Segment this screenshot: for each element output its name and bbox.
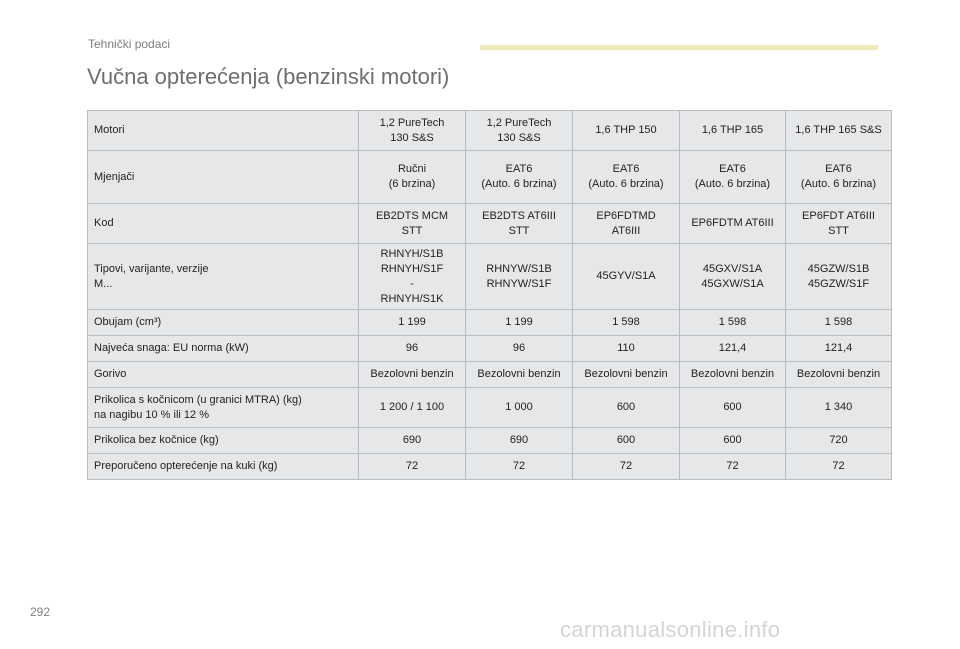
table-row	[88, 336, 892, 362]
table-cell: EP6FDTM AT6III	[680, 204, 786, 244]
table-cell: 1 598	[573, 310, 680, 336]
row-label: Prikolica bez kočnice (kg)	[88, 428, 359, 454]
table-cell: 1 598	[786, 310, 892, 336]
table-cell: 690	[359, 428, 466, 454]
page-title: Vučna opterećenja (benzinski motori)	[87, 64, 450, 89]
table-row	[88, 428, 892, 454]
table-cell: 690	[466, 428, 573, 454]
table-row	[88, 454, 892, 480]
table-cell: 45GZW/S1B 45GZW/S1F	[786, 244, 892, 310]
table-cell: 1 598	[680, 310, 786, 336]
table-cell: 45GYV/S1A	[573, 244, 680, 310]
table-cell: EAT6 (Auto. 6 brzina)	[573, 151, 680, 204]
row-label: Motori	[88, 111, 359, 151]
table-cell: 72	[466, 454, 573, 480]
table-cell: Bezolovni benzin	[680, 362, 786, 388]
table-cell: 1,2 PureTech 130 S&S	[359, 111, 466, 151]
table-cell: EAT6 (Auto. 6 brzina)	[680, 151, 786, 204]
table-cell: 72	[680, 454, 786, 480]
table-cell: EP6FDT AT6III STT	[786, 204, 892, 244]
table-cell: 1 340	[786, 388, 892, 428]
row-label: Obujam (cm³)	[88, 310, 359, 336]
header-accent-bar	[480, 45, 878, 50]
table-cell: 72	[786, 454, 892, 480]
table-cell: 1,6 THP 165	[680, 111, 786, 151]
table-cell: 110	[573, 336, 680, 362]
table-cell: EP6FDTMD AT6III	[573, 204, 680, 244]
table-cell: 720	[786, 428, 892, 454]
table-row	[88, 151, 892, 204]
table-row	[88, 362, 892, 388]
table-cell: EAT6 (Auto. 6 brzina)	[786, 151, 892, 204]
watermark: carmanualsonline.info	[560, 617, 781, 642]
table-cell: 600	[573, 388, 680, 428]
table-row	[88, 204, 892, 244]
table-row	[88, 111, 892, 151]
section-label: Tehnički podaci	[88, 37, 171, 51]
page-number: 292	[30, 605, 51, 619]
table-cell: EB2DTS AT6III STT	[466, 204, 573, 244]
table-cell: 1,6 THP 150	[573, 111, 680, 151]
table-cell: EAT6 (Auto. 6 brzina)	[466, 151, 573, 204]
table-cell: Bezolovni benzin	[359, 362, 466, 388]
towing-loads-table	[87, 110, 892, 480]
table-cell: 121,4	[786, 336, 892, 362]
row-label: Preporučeno opterećenje na kuki (kg)	[88, 454, 359, 480]
row-label: Najveća snaga: EU norma (kW)	[88, 336, 359, 362]
table-cell: Bezolovni benzin	[573, 362, 680, 388]
table-cell: RHNYW/S1B RHNYW/S1F	[466, 244, 573, 310]
table-cell: 1,6 THP 165 S&S	[786, 111, 892, 151]
table-row	[88, 388, 892, 428]
table-cell: Bezolovni benzin	[786, 362, 892, 388]
table-cell: 121,4	[680, 336, 786, 362]
table-cell: 1,2 PureTech 130 S&S	[466, 111, 573, 151]
table-cell: 72	[359, 454, 466, 480]
row-label: Tipovi, varijante, verzije M...	[88, 244, 359, 310]
row-label: Kod	[88, 204, 359, 244]
table-cell: 600	[573, 428, 680, 454]
row-label: Gorivo	[88, 362, 359, 388]
table-row	[88, 244, 892, 310]
row-label: Prikolica s kočnicom (u granici MTRA) (kg) na nagibu 10 % ili 12 %	[88, 388, 359, 428]
table-cell: Bezolovni benzin	[466, 362, 573, 388]
table-row	[88, 310, 892, 336]
table-cell: 96	[466, 336, 573, 362]
table-body	[88, 111, 892, 480]
table-cell: 72	[573, 454, 680, 480]
row-label: Mjenjači	[88, 151, 359, 204]
table-cell: 1 199	[466, 310, 573, 336]
table-cell: RHNYH/S1B RHNYH/S1F - RHNYH/S1K	[359, 244, 466, 310]
table-cell: Ručni (6 brzina)	[359, 151, 466, 204]
table-cell: 45GXV/S1A 45GXW/S1A	[680, 244, 786, 310]
table-cell: 1 000	[466, 388, 573, 428]
table-cell: 600	[680, 428, 786, 454]
table-cell: 1 200 / 1 100	[359, 388, 466, 428]
table-cell: 1 199	[359, 310, 466, 336]
table-cell: EB2DTS MCM STT	[359, 204, 466, 244]
table-cell: 600	[680, 388, 786, 428]
table-cell: 96	[359, 336, 466, 362]
